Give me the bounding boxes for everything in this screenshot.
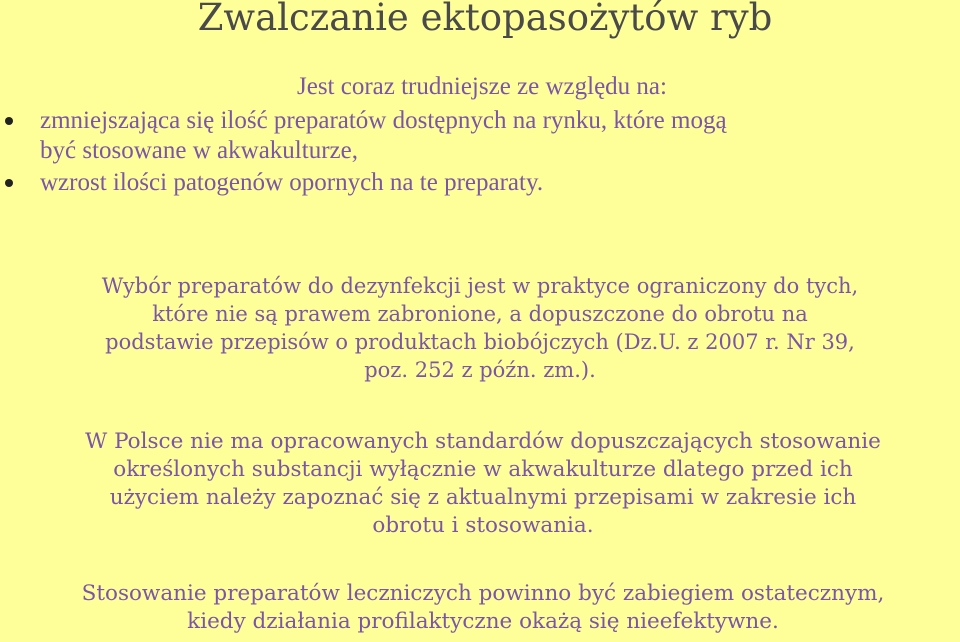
bullet-dot-icon [5, 117, 13, 125]
paragraph-treatment [0, 580, 960, 636]
paragraph-line: obrotu i stosowania. [372, 513, 594, 538]
paragraph-line: które nie są prawem zabronione, a dopuszczone do obrotu na [152, 302, 808, 326]
paragraph-line: Stosowanie preparatów leczniczych powinno być zabiegiem ostatecznym, [81, 581, 885, 606]
intro-text: Jest coraz trudniejsze ze względu na: [297, 73, 667, 100]
paragraph-line: kiedy działania profilaktyczne okażą się nieefektywne. [187, 609, 779, 634]
paragraph-line: określonych substancji wyłącznie w akwakulturze dlatego przed ich [113, 457, 853, 482]
bullet-list [0, 106, 960, 198]
bullet-text-line: być stosowane w akwakulturze, [40, 137, 358, 164]
bullet-item [0, 106, 960, 166]
paragraph-line: poz. 252 z późn. zm.). [364, 358, 596, 382]
paragraph-line: użyciem należy zapoznać się z aktualnymi przepisami w zakresie ich [109, 485, 857, 510]
bullet-item [0, 168, 960, 198]
slide-title: Zwalczanie ektopasożytów ryb [197, 0, 773, 39]
paragraph-standards [0, 428, 960, 540]
bullet-text-line: wzrost ilości patogenów opornych na te preparaty. [40, 169, 544, 196]
paragraph-disinfectants [0, 272, 960, 384]
paragraph-line: W Polsce nie ma opracowanych standardów dopuszczających stosowanie [85, 429, 881, 454]
bullet-text-line: zmniejszająca się ilość preparatów dostępnych na rynku, które mogą [40, 107, 727, 134]
paragraph-line: podstawie przepisów o produktach biobójczych (Dz.U. z 2007 r. Nr 39, [105, 330, 855, 354]
bullet-dot-icon [5, 179, 13, 187]
paragraph-line: Wybór preparatów do dezynfekcji jest w praktyce ograniczony do tych, [101, 274, 859, 298]
